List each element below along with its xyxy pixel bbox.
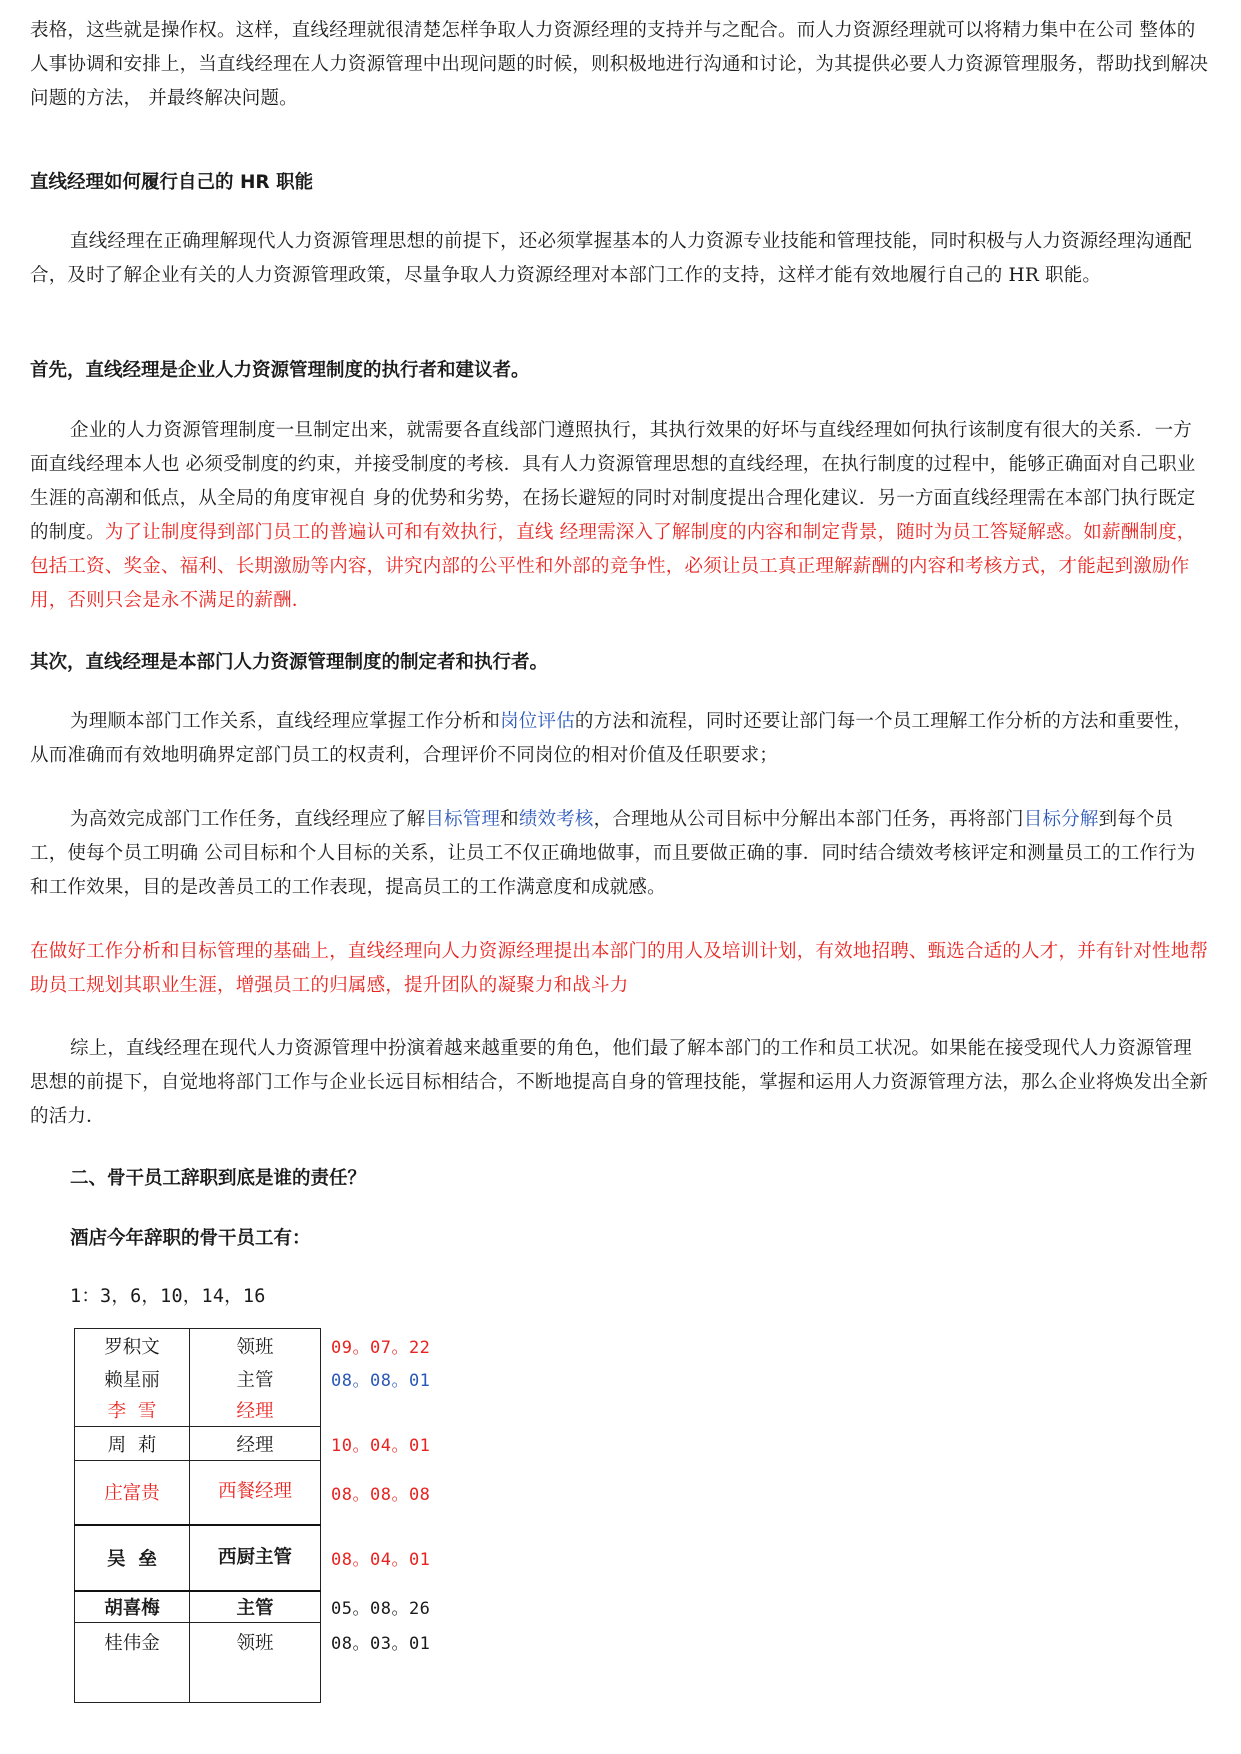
link-objective-management[interactable]: 目标管理 — [425, 809, 501, 830]
paragraph — [30, 803, 1210, 905]
staff-date: 08。08。08 — [331, 1485, 431, 1505]
staff-name: 庄富贵 — [75, 1461, 190, 1525]
section-heading: 直线经理如何履行自己的 HR 职能 — [30, 172, 314, 193]
staff-position: 主管 — [190, 1363, 321, 1395]
number-list-line: 1：3，6，10，14，16 — [70, 1286, 266, 1307]
table-row — [75, 1395, 442, 1427]
highlighted-paragraph: 在做好工作分析和目标管理的基础上，直线经理向人力资源经理提出本部门的用人及培训计划，有效地招聘、甄选合适的人才，并有针对性地帮助员工规划其职业生涯，增强员工的归属感，提升团队的凝聚力和战斗力 — [30, 941, 1209, 996]
section-heading: 二、骨干员工辞职到底是谁的责任？ — [70, 1168, 367, 1189]
staff-name: 吴 垒 — [75, 1525, 190, 1591]
staff-name: 桂伟金 — [75, 1623, 190, 1703]
staff-table — [74, 1328, 442, 1703]
paragraph-text: 到每个员工，使每个员工明确 公司目标和个人目标的关系，让员工不仅正确地做事，而且要做正确的事．同时结合绩效考核评定和测量员工的工作行为和工作效果，目的是改善员工的工作表现，提高员工的工作满意度和成就感。 — [30, 809, 1196, 898]
paragraph: 直线经理在正确理解现代人力资源管理思想的前提下，还必须掌握基本的人力资源专业技能和管理技能，同时积极与人力资源经理沟通配合，及时了解企业有关的人力资源管理政策，尽量争取人力资源经理对本部门工作的支持，这样才能有效地履行自己的 HR 职能。 — [30, 231, 1193, 286]
paragraph-text: 的方法和流程，同时还要让部门每一个员工理解工作分析的方法和重要性，从而准确而有效地明确界定部门员工的权责利，合理评价不同岗位的相对价值及任职要求； — [30, 711, 1193, 766]
table-row — [75, 1461, 442, 1525]
paragraph-text: 为理顺本部门工作关系，直线经理应掌握工作分析和 — [70, 711, 501, 732]
staff-date: 08。08。01 — [331, 1371, 431, 1391]
paragraph — [30, 705, 1210, 773]
staff-position: 西餐经理 — [190, 1461, 321, 1525]
link-objective-decomposition[interactable]: 目标分解 — [1023, 809, 1099, 830]
staff-position: 主管 — [190, 1591, 321, 1623]
staff-position: 经理 — [190, 1427, 321, 1461]
paragraph-text: 企业的人力资源管理制度一旦制定出来，就需要各直线部门遵照执行，其执行效果的好坏与直线经理如何执行该制度有很大的关系．一方面直线经理本人也 必须受制度的约束，并接受制度的考核．具有人力资源管理思想的直线经理，在执行制度的过程中，能够正确面对自己职业生涯的高潮和低点，从全局的角度审视自 身的优势和劣势，在扬长避短的同时对制度提出合理化建议．另一方面直线经理需在本部门执行既定的制度。 — [30, 420, 1196, 543]
table-row — [75, 1623, 442, 1703]
staff-position: 领班 — [190, 1329, 321, 1363]
staff-date: 09。07。22 — [331, 1338, 431, 1358]
paragraph-text: 为高效完成部门工作任务，直线经理应了解 — [70, 809, 426, 830]
paragraph-text: 和 — [500, 809, 519, 830]
table-row — [75, 1591, 442, 1623]
paragraph: 综上，直线经理在现代人力资源管理中扮演着越来越重要的角色，他们最了解本部门的工作和员工状况。如果能在接受现代人力资源管理思想的前提下，自觉地将部门工作与企业长远目标相结合，不断地提高自身的管理技能，掌握和运用人力资源管理方法，那么企业将焕发出全新的活力． — [30, 1038, 1209, 1127]
highlighted-text: 为了让制度得到部门员工的普遍认可和有效执行，直线 经理需深入了解制度的内容和制定背景，随时为员工答疑解惑。如薪酬制度，包括工资、奖金、福利、长期激励等内容，讲究内部的公平性和外部的竞争性，必须让员工真正理解薪酬的内容和考核方式，才能起到激励作用，否则只会是永不满足的薪酬． — [30, 522, 1196, 611]
table-row — [75, 1525, 442, 1591]
staff-name: 赖星丽 — [75, 1363, 190, 1395]
staff-name: 胡喜梅 — [75, 1591, 190, 1623]
link-position-evaluation[interactable]: 岗位评估 — [500, 711, 575, 732]
staff-date: 08。04。01 — [331, 1550, 431, 1570]
staff-position: 经理 — [190, 1395, 321, 1427]
paragraph-text: ，合理地从公司目标中分解出本部门任务，再将部门 — [593, 809, 1024, 830]
staff-position: 西厨主管 — [190, 1525, 321, 1591]
table-row — [75, 1329, 442, 1363]
link-performance-appraisal[interactable]: 绩效考核 — [518, 809, 594, 830]
staff-name: 李 雪 — [75, 1395, 190, 1427]
staff-date: 10。04。01 — [331, 1436, 431, 1456]
staff-date — [321, 1395, 442, 1427]
staff-name: 周 莉 — [75, 1427, 190, 1461]
paragraph — [30, 414, 1210, 618]
section-heading: 其次，直线经理是本部门人力资源管理制度的制定者和执行者。 — [30, 652, 549, 673]
paragraph: 表格，这些就是操作权。这样，直线经理就很清楚怎样争取人力资源经理的支持并与之配合。而人力资源经理就可以将精力集中在公司 整体的人事协调和安排上，当直线经理在人力资源管理中出现问题的时候，则积极地进行沟通和讨论，为其提供必要人力资源管理服务，帮助找到解决问题的方法， 并最终解决问题。 — [30, 20, 1209, 109]
section-heading: 酒店今年辞职的骨干员工有： — [70, 1228, 311, 1249]
staff-position: 领班 — [190, 1623, 321, 1703]
staff-date: 05。08。26 — [331, 1599, 431, 1619]
table-row — [75, 1427, 442, 1461]
staff-name: 罗积文 — [75, 1329, 190, 1363]
section-heading: 首先，直线经理是企业人力资源管理制度的执行者和建议者。 — [30, 360, 530, 381]
staff-date: 08。03。01 — [331, 1633, 431, 1654]
table-row — [75, 1363, 442, 1395]
